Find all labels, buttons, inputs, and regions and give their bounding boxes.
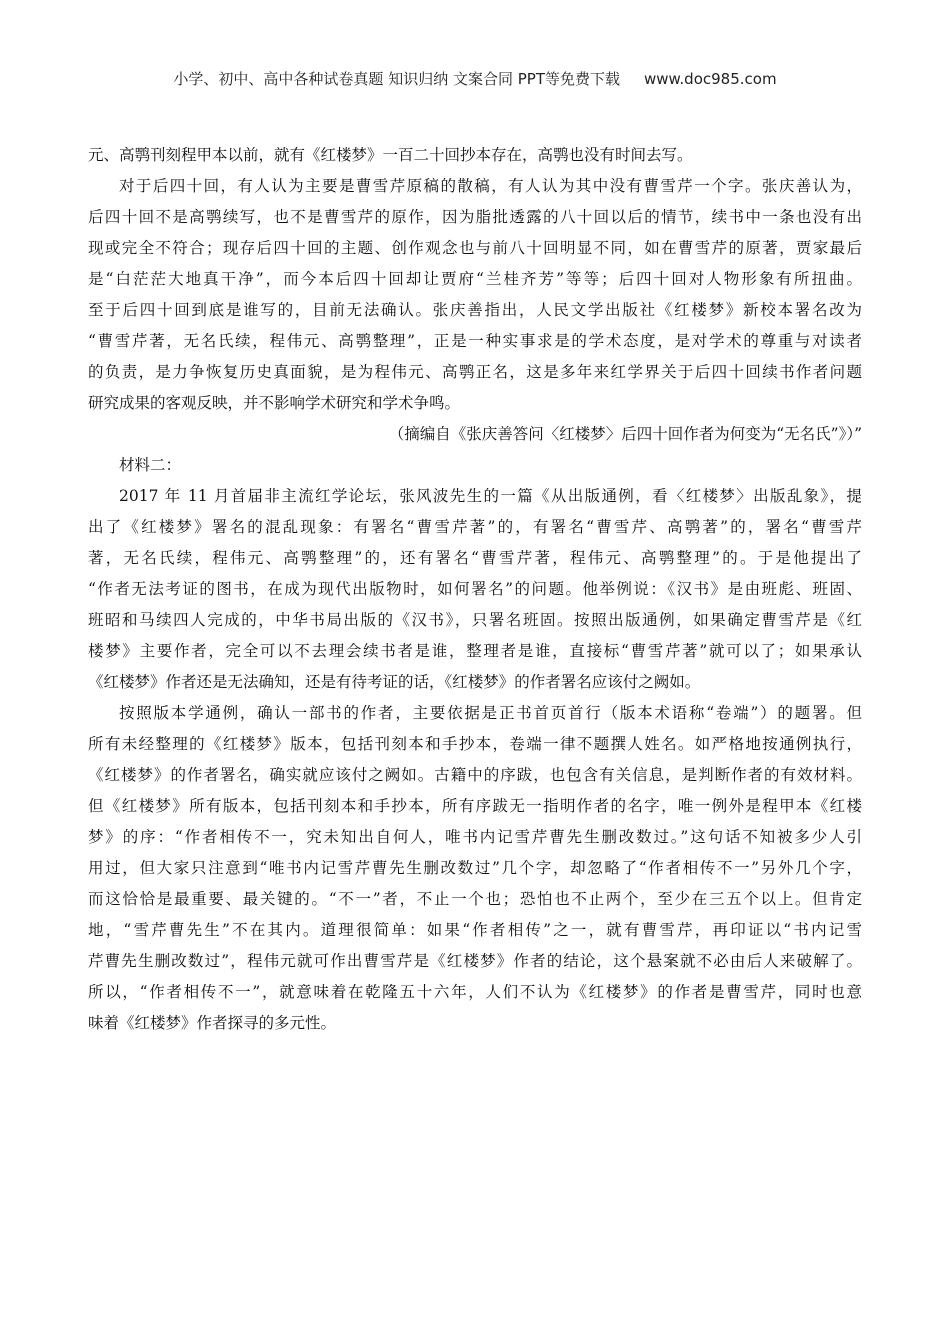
text-line: 著，无名氏续，程伟元、高鹗整理”的，还有署名“曹雪芹著，程伟元、高鹗整理”的。于是他提出了 [88,549,862,567]
text-line: 地，“雪芹曹先生”不在其内。道理很简单：如果“作者相传”之一，就有曹雪芹，再印证以“书内记雪 [88,921,862,939]
text-line: 所有未经整理的《红楼梦》版本，包括刊刻本和手抄本，卷端一律不题撰人姓名。如严格地按通例执行， [88,735,862,753]
text-line: 芹曹先生删改数过”，程伟元就可作出曹雪芹是《红楼梦》作者的结论，这个悬案就不必由后人来破解了。 [88,952,862,970]
text-line: 《红楼梦》的作者署名，确实就应该付之阙如。古籍中的序跋，也包含有关信息，是判断作者的有效材料。 [88,766,862,784]
text-line: 至于后四十回到底是谁写的，目前无法确认。张庆善指出，人民文学出版社《红楼梦》新校本署名改为 [88,301,862,319]
text-line: “作者无法考证的图书，在成为现代出版物时，如何署名”的问题。他举例说：《汉书》是由班彪、班固、 [88,580,862,598]
text-line: 按照版本学通例，确认一部书的作者，主要依据是正书首页首行（版本术语称“卷端”）的题署。但 [119,704,862,722]
header-text: 小学、初中、高中各种试卷真题 知识归纳 文案合同 PPT等免费下载 [173,70,620,88]
text-line: 楼梦》主要作者，完全可以不去理会续书者是谁，整理者是谁，直接标“曹雪芹著”就可以了；如果承认 [88,642,862,660]
text-line: 元、高鹗刊刻程甲本以前，就有《红楼梦》一百二十回抄本存在，高鹗也没有时间去写。 [88,146,693,164]
text-line: “曹雪芹著，无名氏续，程伟元、高鹗整理”，正是一种实事求是的学术态度，是对学术的尊重与对读者 [88,332,862,350]
header-url: www.doc985.com [643,70,777,88]
text-line: 出了《红楼梦》署名的混乱现象：有署名“曹雪芹著”的，有署名“曹雪芹、高鹗著”的，署名“曹雪芹 [88,518,862,536]
text-line: 班昭和马续四人完成的，中华书局出版的《汉书》，只署名班固。按照出版通例，如果确定曹雪芹是《红 [88,611,862,629]
text-line: 的负责，是力争恢复历史真面貌，是为程伟元、高鹗正名，这是多年来红学界关于后四十回续书作者问题 [88,363,862,381]
text-line: 是“白茫茫大地真干净”，而今本后四十回却让贾府“兰桂齐芳”等等；后四十回对人物形象有所扭曲。 [88,270,862,288]
text-line: 但《红楼梦》所有版本，包括刊刻本和手抄本，所有序跋无一指明作者的名字，唯一例外是程甲本《红楼 [88,797,862,815]
text-line: 对于后四十回，有人认为主要是曹雪芹原稿的散稿，有人认为其中没有曹雪芹一个字。张庆善认为， [119,177,862,195]
text-line: 后四十回不是高鹗续写，也不是曹雪芹的原作，因为脂批透露的八十回以后的情节，续书中一条也没有出 [88,208,862,226]
text-line: 研究成果的客观反映，并不影响学术研究和学术争鸣。 [88,394,461,412]
text-line: 现或完全不符合；现存后四十回的主题、创作观念也与前八十回明显不同，如在曹雪芹的原著，贾家最后 [88,239,862,257]
source-citation: （摘编自《张庆善答问〈红楼梦〉后四十回作者为何变为“无名氏”》）” [388,425,862,443]
text-line: 味着《红楼梦》作者探寻的多元性。 [88,1014,337,1032]
page-header [0,68,950,89]
text-line: 梦》的序：“作者相传不一，究未知出自何人，唯书内记雪芹曹先生删改数过。”这句话不知被多少人引 [88,828,862,846]
text-line: 2017 年 11 月首届非主流红学论坛，张风波先生的一篇《从出版通例，看〈红楼梦〉出版乱象》，提 [119,487,862,505]
text-line: 而这恰恰是最重要、最关键的。“不一”者，不止一个也；恐怕也不止两个，至少在三五个以上。但肯定 [88,890,862,908]
article-body [88,140,862,1039]
text-line: 《红楼梦》作者还是无法确知，还是有待考证的话，《红楼梦》的作者署名应该付之阙如。 [88,673,701,691]
section-label: 材料二： [119,456,182,474]
text-line: 所以，“作者相传不一”，就意味着在乾隆五十六年，人们不认为《红楼梦》的作者是曹雪芹，同时也意 [88,983,862,1001]
text-line: 用过，但大家只注意到“唯书内记雪芹曹先生删改数过”几个字，却忽略了“作者相传不一”另外几个字， [88,859,862,877]
